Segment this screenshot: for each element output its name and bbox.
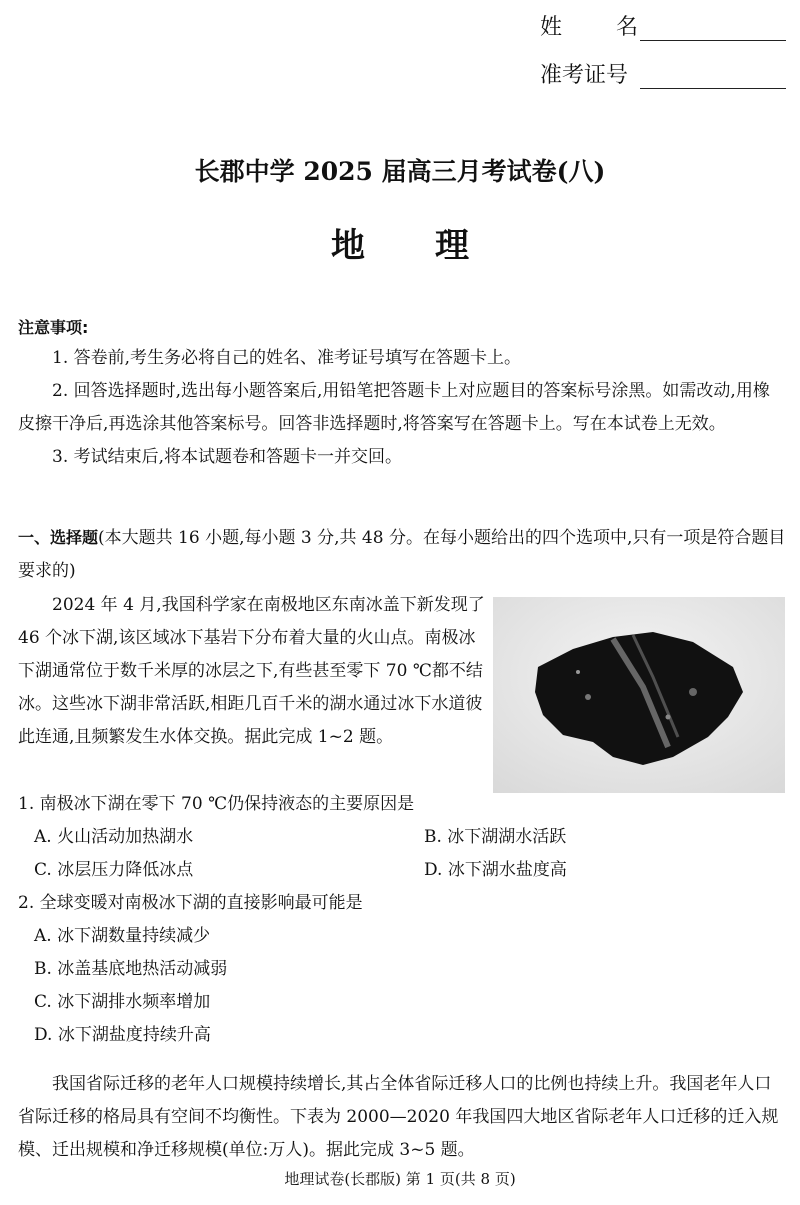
notes-heading: 注意事项: — [18, 318, 89, 337]
question-1-options — [18, 821, 786, 887]
subject-title: 地理 — [331, 226, 539, 266]
exam-title: 长郡中学 2025 届高三月考试卷(八) — [194, 157, 606, 186]
option-a: A. 火山活动加热湖水 — [34, 827, 194, 847]
question-1-stem: 1. 南极冰下湖在零下 70 ℃仍保持液态的主要原因是 — [18, 794, 415, 814]
section-header — [18, 521, 786, 588]
name-label — [540, 10, 638, 41]
passage-2 — [18, 1068, 786, 1167]
option-c: C. 冰下湖排水频率增加 — [34, 992, 211, 1012]
name-blank-line — [640, 16, 786, 41]
name-label-char-1: 姓 — [540, 15, 563, 40]
passage-1 — [18, 589, 488, 754]
name-label-char-2: 名 — [615, 15, 638, 40]
page-footer: 地理试卷(长郡版) 第 1 页(共 8 页) — [284, 1170, 516, 1188]
note-item: 3. 考试结束后,将本试题卷和答题卡一并交回。 — [52, 447, 403, 467]
subglacial-lake-photo — [493, 597, 785, 793]
passage-1-text: 2024 年 4 月,我国科学家在南极地区东南冰盖下新发现了 46 个冰下湖,该区域冰下基岩下分布着大量的火山点。南极冰下湖通常位于数千米厚的冰层之下,有些甚至零下 70 ℃都不结冰。这些冰下湖非常活跃,相距几百千米的湖水通过冰下水道彼此连通,且频繁发生水体交换。据此完成 1~2 题。 — [18, 595, 485, 747]
name-field-row — [540, 10, 786, 41]
note-item: 1. 答卷前,考生务必将自己的姓名、准考证号填写在答题卡上。 — [52, 348, 522, 368]
question-2-stem: 2. 全球变暖对南极冰下湖的直接影响最可能是 — [18, 893, 363, 913]
ticket-blank-line — [640, 64, 786, 89]
ticket-field-row — [540, 58, 786, 89]
note-item: 2. 回答选择题时,选出每小题答案后,用铅笔把答题卡上对应题目的答案标号涂黑。如需改动,用橡皮擦干净后,再选涂其他答案标号。回答非选择题时,将答案写在答题卡上。写在本试卷上无效。 — [18, 381, 770, 434]
option-a: A. 冰下湖数量持续减少 — [34, 926, 211, 946]
option-b: B. 冰盖基底地热活动减弱 — [34, 959, 228, 979]
option-d: D. 冰下湖水盐度高 — [424, 860, 567, 880]
option-b: B. 冰下湖湖水活跃 — [424, 827, 567, 847]
ticket-label: 准考证号 — [540, 63, 629, 88]
option-c: C. 冰层压力降低冰点 — [34, 860, 194, 880]
section-title: 一、选择题 — [18, 528, 99, 547]
passage-2-text: 我国省际迁移的老年人口规模持续增长,其占全体省际迁移人口的比例也持续上升。我国老年人口省际迁移的格局具有空间不均衡性。下表为 2000—2020 年我国四大地区省际老年人口迁移的迁入规模、迁出规模和净迁移规模(单位:万人)。据此完成 3~5 题。 — [18, 1074, 779, 1160]
section-description: (本大题共 16 小题,每小题 3 分,共 48 分。在每小题给出的四个选项中,只有一项是符合题目要求的) — [18, 528, 786, 581]
notes-list — [18, 342, 786, 474]
questions-1-2 — [18, 788, 786, 1052]
option-d: D. 冰下湖盐度持续升高 — [34, 1025, 211, 1045]
